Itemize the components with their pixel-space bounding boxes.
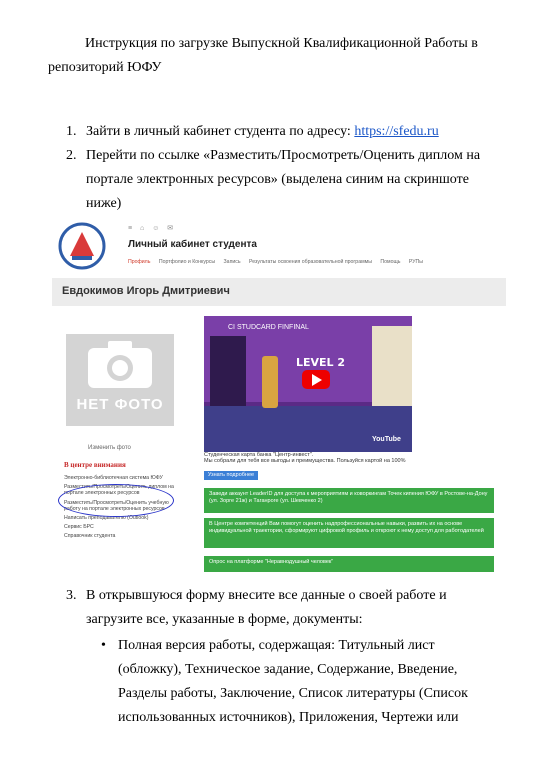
- stud-card-line-2: Мы собрали для тебя все выгоды и преимущества. Пользуйся картой на 100%: [204, 458, 406, 465]
- video-character: [262, 356, 278, 408]
- title-line-1: Инструкция по загрузке Выпускной Квалификационной Работы в: [85, 36, 478, 51]
- video-level-text: LEVEL 2: [296, 356, 346, 369]
- step-3: [66, 584, 506, 632]
- student-name: Евдокимов Игорь Дмитриевич: [62, 285, 230, 297]
- step-1-text: Зайти в личный кабинет студента по адресу:: [86, 124, 355, 139]
- highlight-circle: [58, 484, 174, 517]
- bullet-line-3: Разделы работы, Заключение, Список литературы (Список: [118, 686, 468, 701]
- sfedu-link[interactable]: https://sfedu.ru: [354, 124, 439, 139]
- no-photo-text: НЕТ ФОТО: [76, 396, 164, 413]
- learn-more-button[interactable]: Узнать подробнее: [204, 471, 258, 480]
- step-3-line-2: загрузите все, указанные в форме, документы:: [86, 612, 363, 627]
- video-building-right: [372, 326, 412, 406]
- youtube-logo: YouTube: [372, 436, 401, 443]
- bullet-item: [101, 634, 508, 730]
- side-link-library[interactable]: Электронно-библиотечная система ЮФУ: [64, 475, 163, 481]
- step-list: [66, 120, 506, 216]
- step-list-continued: [66, 584, 506, 632]
- top-icons: ≡ ⌂ ☺ ✉: [128, 225, 177, 232]
- video-title: CI STUDCARD FINFINAL: [228, 324, 309, 331]
- step-number: 1.: [66, 124, 77, 139]
- step-2-line-2: портале электронных ресурсов» (выделена синим на скриншоте: [86, 172, 469, 187]
- step-number: 3.: [66, 588, 77, 603]
- nav-portfolio[interactable]: Портфолио и Конкурсы: [158, 259, 216, 265]
- side-link-handbook[interactable]: Справочник студента: [64, 533, 116, 540]
- competence-center-banner[interactable]: В Центре компетенций Вам помогут оценить надпрофессиональные навыки, развить их на основе индивидуальной траектории, сформируют цифровой профиль и откроют к нему доступ для работодателей: [204, 518, 494, 548]
- side-link-teacher[interactable]: Написать преподавателю (Outlook): [64, 515, 149, 522]
- step-2: [66, 144, 506, 216]
- video-ground: [204, 406, 412, 452]
- cabinet-title: Личный кабинет студента: [128, 239, 257, 250]
- side-link-brs[interactable]: Сервис БРС: [64, 524, 94, 531]
- nav-profile[interactable]: Профиль: [128, 259, 151, 265]
- cabinet-screenshot: [52, 216, 506, 582]
- step-3-line-1: В открывшуюся форму внесите все данные о своей работе и: [86, 588, 447, 603]
- step-1: [66, 120, 506, 144]
- step-number: 2.: [66, 148, 77, 163]
- no-photo-placeholder: [66, 334, 174, 426]
- survey-banner[interactable]: Опрос на платформе "Неравнодушный человек": [204, 556, 494, 572]
- bullet-line-1: Полная версия работы, содержащая: Титульный лист: [118, 638, 435, 653]
- side-link-coursework[interactable]: Разместить/Просмотреть/Оценить учебную работу на портале электронных ресурсов: [64, 499, 169, 512]
- attention-heading: В центре внимания: [64, 461, 126, 469]
- student-name-bar: [52, 278, 506, 306]
- nav-results[interactable]: Результаты освоения образовательной программы: [249, 259, 372, 265]
- sfedu-logo-icon: [58, 222, 106, 270]
- cabinet-nav: [128, 259, 430, 265]
- bullet-line-4: использованных источников), Приложения, Чертежи или: [118, 710, 459, 725]
- nav-rups[interactable]: РУПы: [408, 259, 424, 265]
- title-line-2: репозиторий ЮФУ: [48, 60, 162, 75]
- document-title: [48, 32, 498, 80]
- step-2-line-3: ниже): [86, 196, 122, 211]
- camera-icon: [86, 338, 154, 390]
- change-photo-link[interactable]: Изменить фото: [88, 445, 131, 451]
- leaderid-banner[interactable]: Заведи аккаунт LeaderID для доступа к мероприятиям и коворкингам Точек кипения ЮФУ в Ростове-на-Дону (ул. Зорге 21ж) и Таганроге (ул. Шевченко 2): [204, 488, 494, 513]
- video-player[interactable]: [204, 316, 412, 452]
- stud-card-text: [204, 452, 494, 465]
- video-building-left: [210, 336, 246, 406]
- stud-card-line-1: Студенческая карта банка "Центр-инвест".: [204, 452, 314, 458]
- bullet-line-2: (обложку), Техническое задание, Содержание, Введение,: [118, 662, 458, 677]
- step-2-line-1: Перейти по ссылке «Разместить/Просмотреть/Оценить диплом на: [86, 148, 481, 163]
- side-link-diploma[interactable]: Разместить/Просмотреть/Оценить диплом на портале электронных ресурсов: [64, 484, 174, 497]
- bullet-dot-icon: •: [101, 638, 106, 653]
- nav-record[interactable]: Запись: [223, 259, 241, 265]
- nav-help[interactable]: Помощь: [380, 259, 401, 265]
- play-icon: [312, 374, 322, 386]
